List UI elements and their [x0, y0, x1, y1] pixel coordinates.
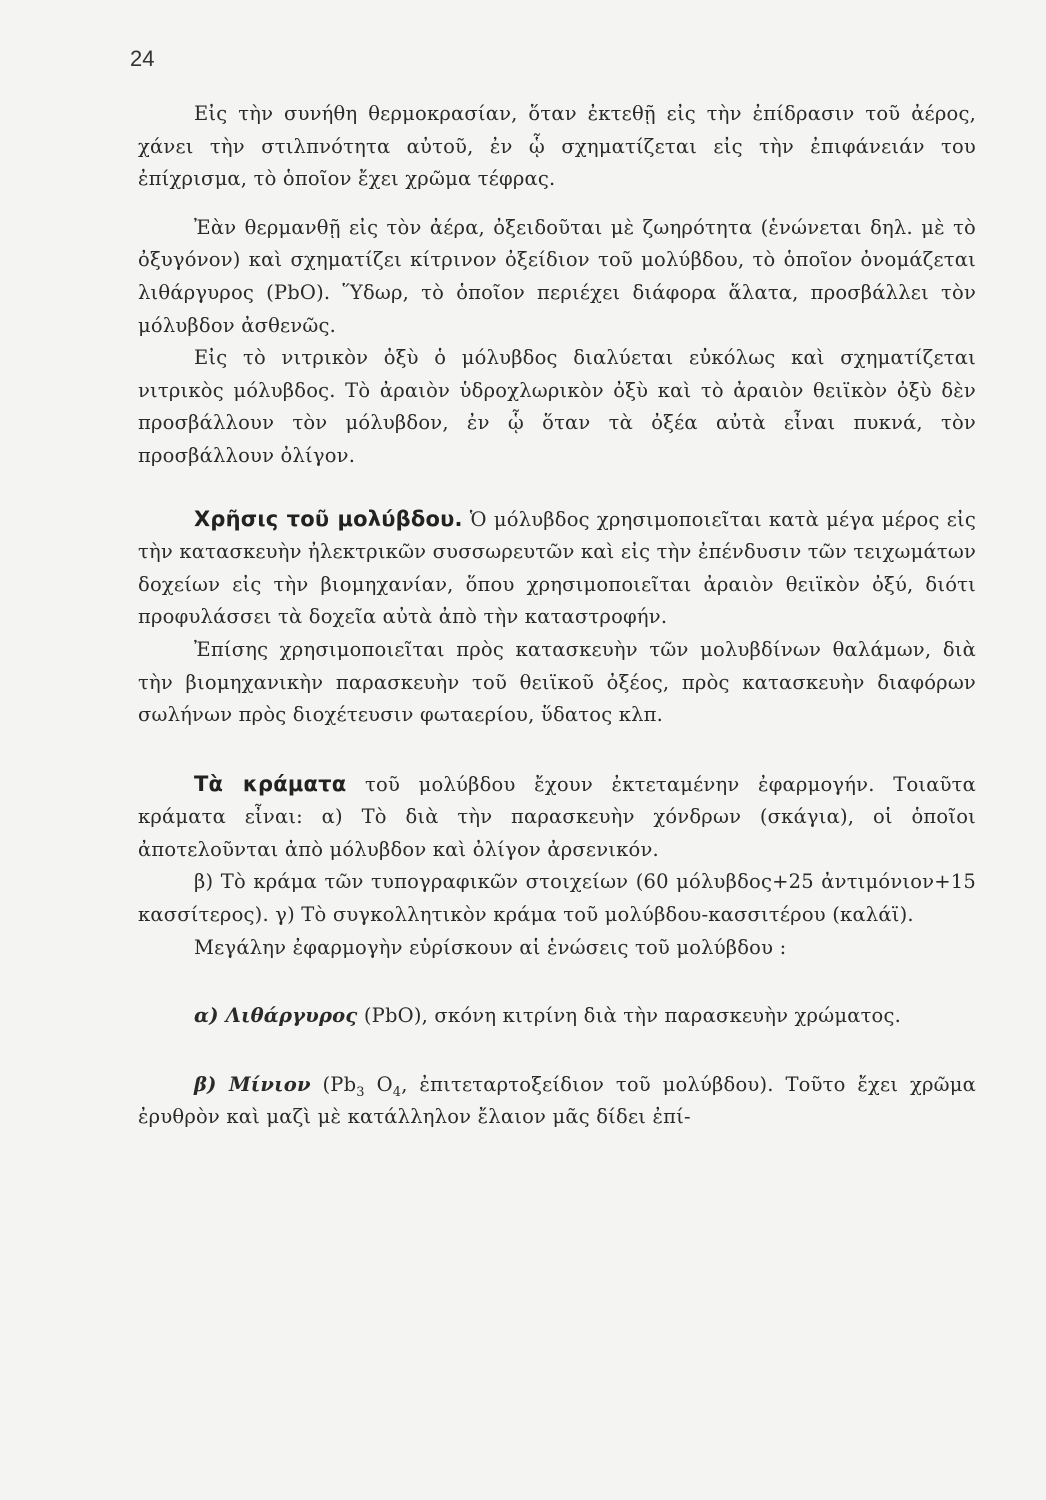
- term-minium: β) Μίνιον: [194, 1072, 311, 1096]
- paragraph-heating-oxidation: Ἐὰν θερμανθῇ εἰς τὸν ἀέρα, ὀξειδοῦται μὲ ζωηρότητα (ἑνώνεται δηλ. μὲ τὸ ὀξυγόνον) καὶ σχηματίζει κίτρινον ὀξείδιον τοῦ μολύβδου, τὸ ὁποῖον ὀνομάζεται λιθάργυρος (PbO). Ὕδωρ, τὸ ὁποῖον περιέχει διάφορα ἅλατα, προσβάλλει τὸν μόλυβδον ἀσθενῶς.: [138, 215, 976, 337]
- minium-subscript-pb: 3: [356, 1084, 365, 1100]
- term-litharge: α) Λιθάργυρος: [194, 1004, 358, 1028]
- item-litharge: [138, 1000, 976, 1033]
- paragraph-acids: Εἰς τὸ νιτρικὸν ὀξὺ ὁ μόλυβδος διαλύεται εὐκόλως καὶ σχηματίζεται νιτρικὸς μόλυβδος. Τὸ ἀραιὸν ὑδροχλωρικὸν ὀξὺ καὶ τὸ ἀραιὸν θειϊκὸν ὀξὺ δὲν προσβάλλουν τὸν μόλυβδον, ἐν ᾧ ὅταν τὰ ὀξέα αὐτὰ εἶναι πυκνά, τὸν προσβάλλουν ὀλίγον.: [138, 346, 976, 467]
- section-heading-uses: Χρῆσις τοῦ μολύβδου.: [194, 506, 463, 531]
- paragraph-alloy-types: β) Τὸ κράμα τῶν τυπογραφικῶν στοιχείων (60 μόλυβδος+25 ἀντιμόνιον+15 κασσίτερος). γ) Τὸ συγκολλητικὸν κράμα τοῦ μολύβδου-κασσιτέρου (καλάϊ).: [138, 870, 976, 927]
- paragraph-air-exposure: Εἰς τὴν συνήθη θερμοκρασίαν, ὅταν ἐκτεθῇ εἰς τὴν ἐπίδρασιν τοῦ ἀέρος, χάνει τὴν στιλπνότητα αὐτοῦ, ἐν ᾧ σχηματίζεται εἰς τὴν ἐπιφάνειάν του ἐπίχρισμα, τὸ ὁποῖον ἔχει χρῶμα τέφρας.: [138, 102, 976, 191]
- section-heading-alloys: Τὰ κράματα: [194, 771, 347, 796]
- uses-text: Ὁ μόλυβδος χρησιμοποιεῖται κατὰ μέγα μέρος εἰς τὴν κατασκευὴν ἠλεκτρικῶν συσσωρευτῶν καὶ εἰς τὴν ἐπένδυσιν τῶν τειχωμάτων δοχείων εἰς τὴν βιομηχανίαν, ὅπου χρησιμοποιεῖται ἀραιὸν θειϊκὸν ὀξύ, διότι προφυλάσσει τὰ δοχεῖα αὐτὰ ἀπὸ τὴν καταστροφήν.: [138, 507, 976, 629]
- minium-formula-mid: O: [364, 1072, 393, 1096]
- paragraph-chambers: Ἐπίσης χρησιμοποιεῖται πρὸς κατασκευὴν τῶν μολυβδίνων θαλάμων, διὰ τὴν βιομηχανικὴν παρασκευὴν τοῦ θειϊκοῦ ὀξέος, πρὸς κατασκευὴν διαφόρων σωλήνων πρὸς διοχέτευσιν φωταερίου, ὕδατος κλπ.: [138, 637, 976, 727]
- paragraph-uses: [138, 503, 976, 634]
- minium-text: , ἐπιτεταρτοξείδιον τοῦ μολύβδου). Τοῦτο ἔχει χρῶμα ἐρυθρὸν καὶ μαζὶ μὲ κατάλληλον ἔλαιον μᾶς δίδει ἐπί-: [138, 1072, 976, 1129]
- alloys-text: τοῦ μολύβδου ἔχουν ἐκτεταμένην ἐφαρμογήν. Τοιαῦτα κράματα εἶναι: α) Τὸ διὰ τὴν παρασκευὴν χόνδρων (σκάγια), οἱ ὁποῖοι ἀποτελοῦνται ἀπὸ μόλυβδον καὶ ὀλίγον ἀρσενικόν.: [138, 772, 977, 861]
- paragraph-alloys: [138, 768, 976, 867]
- item-minium: [138, 1069, 976, 1134]
- page-number: 24: [130, 46, 155, 71]
- minium-subscript-o: 4: [392, 1084, 402, 1100]
- minium-formula-pre: (Pb: [310, 1072, 357, 1096]
- litharge-text: (PbO), σκόνη κιτρίνη διὰ τὴν παρασκευὴν χρώματος.: [357, 1004, 902, 1028]
- page-body: [138, 98, 976, 1134]
- paragraph-compounds-intro: Μεγάλην ἐφαρμογὴν εὑρίσκουν αἱ ἑνώσεις τοῦ μολύβδου :: [194, 935, 787, 959]
